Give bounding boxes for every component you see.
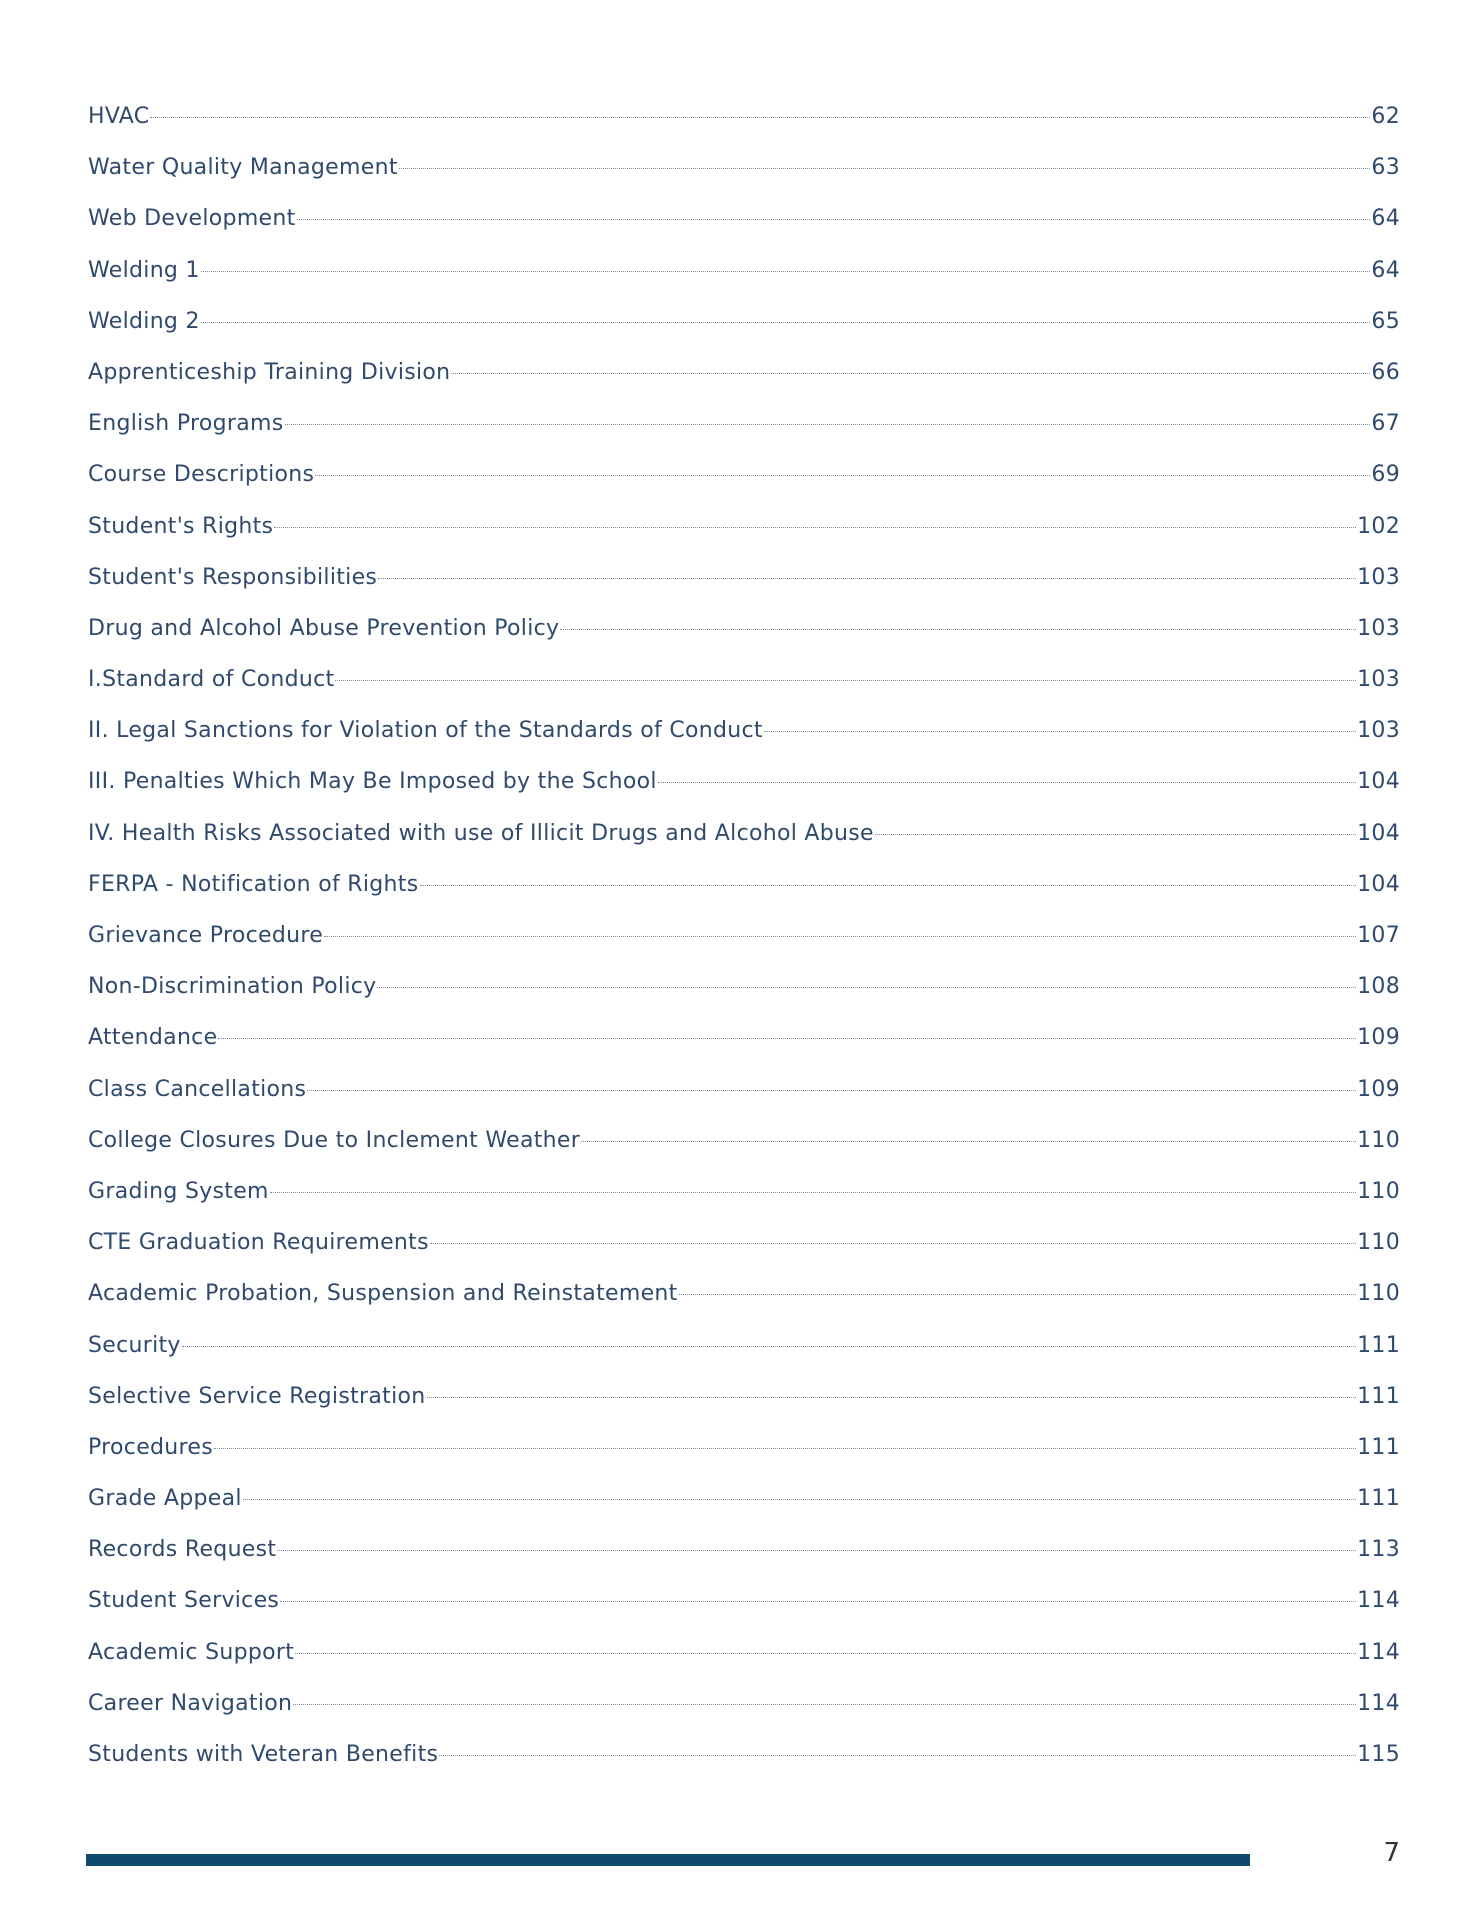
dot-leader [182, 1346, 1356, 1347]
toc-entry-grade-appeal[interactable] [88, 1486, 1400, 1537]
toc-entry-title: HVAC [88, 104, 150, 129]
toc-entry-title: FERPA - Notification of Rights [88, 871, 419, 897]
toc-entry-page: 114 [1357, 1588, 1400, 1614]
toc-entry-academic-support[interactable] [88, 1640, 1400, 1691]
toc-entry-page: 104 [1357, 820, 1400, 846]
toc-entry-apprenticeship-training-division[interactable] [88, 360, 1400, 411]
dot-leader [420, 885, 1357, 886]
toc-entry-page: 111 [1357, 1383, 1400, 1409]
toc-entry-page: 109 [1357, 1076, 1400, 1102]
toc-entry-title: Student's Rights [88, 513, 274, 539]
toc-entry-page: 111 [1357, 1434, 1400, 1460]
toc-entry-title: Student's Responsibilities [88, 564, 378, 590]
toc-entry-page: 63 [1371, 155, 1400, 181]
dot-leader [293, 1704, 1356, 1705]
dot-leader [377, 987, 1356, 988]
toc-entry-page: 115 [1357, 1742, 1400, 1767]
toc-entry-title: Course Descriptions [88, 462, 315, 488]
toc-entry-page: 67 [1371, 411, 1400, 437]
toc-entry-page: 110 [1357, 1127, 1400, 1153]
toc-entry-page: 103 [1357, 615, 1400, 641]
toc-entry-title: Records Request [88, 1537, 277, 1563]
dot-leader [270, 1192, 1356, 1193]
toc-entry-title: College Closures Due to Inclement Weather [88, 1127, 581, 1153]
toc-entry-english-programs[interactable] [88, 411, 1400, 462]
toc-entry-grading-system[interactable] [88, 1179, 1400, 1230]
dot-leader [201, 271, 1371, 272]
toc-entry-page: 62 [1371, 104, 1400, 129]
dot-leader [560, 629, 1356, 630]
dot-leader [295, 1653, 1356, 1654]
toc-entry-page: 65 [1371, 308, 1400, 334]
toc-entry-title: IV. Health Risks Associated with use of Illicit Drugs and Alcohol Abuse [88, 820, 874, 846]
toc-entry-page: 114 [1357, 1639, 1400, 1665]
toc-entry-academic-probation[interactable] [88, 1281, 1400, 1332]
dot-leader [581, 1141, 1356, 1142]
page-number: 7 [1383, 1838, 1400, 1868]
dot-leader [335, 680, 1356, 681]
toc-entry-title: Grading System [88, 1178, 269, 1204]
toc-entry-title: III. Penalties Which May Be Imposed by the School [88, 769, 657, 795]
dot-leader [285, 424, 1371, 425]
dot-leader [399, 168, 1371, 169]
dot-leader [280, 1601, 1356, 1602]
toc-entry-page: 110 [1357, 1230, 1400, 1256]
toc-entry-page: 110 [1357, 1178, 1400, 1204]
toc-entry-title: Apprenticeship Training Division [88, 359, 451, 385]
toc-entry-title: Procedures [88, 1434, 213, 1460]
toc-entry-title: Grade Appeal [88, 1486, 242, 1512]
toc-entry-title: Student Services [88, 1588, 280, 1614]
toc-entry-title: English Programs [88, 411, 284, 437]
toc-entry-title: CTE Graduation Requirements [88, 1230, 429, 1256]
toc-entry-page: 108 [1357, 974, 1400, 1000]
dot-leader [439, 1755, 1356, 1756]
toc-entry-title: Grievance Procedure [88, 923, 324, 948]
toc-entry-title: Students with Veteran Benefits [88, 1742, 439, 1767]
toc-entry-welding-1[interactable] [88, 258, 1400, 309]
toc-entry-procedures[interactable] [88, 1435, 1400, 1486]
toc-entry-penalties[interactable] [88, 769, 1400, 820]
dot-leader [764, 731, 1356, 732]
toc-entry-page: 64 [1371, 257, 1400, 283]
toc-entry-title: Attendance [88, 1025, 218, 1051]
dot-leader [214, 1448, 1356, 1449]
toc-entry-title: Class Cancellations [88, 1076, 307, 1102]
toc-entry-title: Academic Support [88, 1639, 295, 1665]
toc-entry-career-navigation[interactable] [88, 1691, 1400, 1742]
toc-entry-title: Drug and Alcohol Abuse Prevention Policy [88, 615, 560, 641]
dot-leader [427, 1397, 1357, 1398]
dot-leader [658, 782, 1356, 783]
toc-entry-page: 110 [1357, 1281, 1400, 1307]
toc-entry-page: 103 [1357, 718, 1400, 744]
toc-entry-class-cancellations[interactable] [88, 1077, 1400, 1128]
toc-entry-non-discrimination-policy[interactable] [88, 974, 1400, 1025]
toc-entry-attendance[interactable] [88, 1025, 1400, 1076]
toc-entry-ferpa[interactable] [88, 872, 1400, 923]
toc-entry-page: 103 [1357, 564, 1400, 590]
dot-leader [378, 578, 1356, 579]
toc-entry-page: 104 [1357, 871, 1400, 897]
toc-entry-page: 111 [1357, 1486, 1400, 1512]
toc-entry-course-descriptions[interactable] [88, 462, 1400, 513]
dot-leader [218, 1038, 1356, 1039]
dot-leader [315, 475, 1370, 476]
toc-entry-title: Web Development [88, 206, 296, 232]
toc-entry-hvac[interactable] [88, 104, 1400, 155]
toc-entry-cte-graduation-requirements[interactable] [88, 1230, 1400, 1281]
toc-entry-page: 113 [1357, 1537, 1400, 1563]
toc-entry-title: Welding 1 [88, 257, 200, 283]
toc-entry-title: Security [88, 1332, 181, 1358]
toc-entry-title: Career Navigation [88, 1690, 293, 1716]
toc-entry-web-development[interactable] [88, 206, 1400, 257]
toc-entry-page: 109 [1357, 1025, 1400, 1051]
toc-entry-security[interactable] [88, 1333, 1400, 1384]
dot-leader [679, 1294, 1357, 1295]
toc-entry-selective-service-registration[interactable] [88, 1384, 1400, 1435]
toc-entry-title: Selective Service Registration [88, 1383, 426, 1409]
dot-leader [875, 834, 1356, 835]
toc-entry-college-closures[interactable] [88, 1128, 1400, 1179]
toc-entry-standard-of-conduct[interactable] [88, 667, 1400, 718]
toc-entry-title: I.Standard of Conduct [88, 667, 335, 693]
toc-entry-students-rights[interactable] [88, 514, 1400, 565]
toc-entry-drug-alcohol-policy[interactable] [88, 616, 1400, 667]
toc-entry-records-request[interactable] [88, 1537, 1400, 1588]
toc-entry-page: 102 [1357, 513, 1400, 539]
dot-leader [277, 1550, 1356, 1551]
toc-entry-page: 69 [1371, 462, 1400, 488]
table-of-contents [88, 104, 1400, 1793]
toc-entry-title: II. Legal Sanctions for Violation of the Standards of Conduct [88, 718, 763, 744]
toc-entry-page: 104 [1357, 769, 1400, 795]
dot-leader [150, 117, 1370, 118]
dot-leader [201, 322, 1371, 323]
toc-entry-title: Non-Discrimination Policy [88, 974, 377, 1000]
dot-leader [307, 1090, 1356, 1091]
dot-leader [451, 373, 1370, 374]
toc-entry-student-services[interactable] [88, 1588, 1400, 1639]
toc-entry-page: 114 [1357, 1690, 1400, 1716]
toc-entry-legal-sanctions[interactable] [88, 718, 1400, 769]
toc-entry-title: Academic Probation, Suspension and Reinstatement [88, 1281, 678, 1307]
dot-leader [324, 936, 1356, 937]
toc-entry-students-responsibilities[interactable] [88, 565, 1400, 616]
dot-leader [243, 1499, 1356, 1500]
toc-entry-page: 103 [1357, 667, 1400, 693]
toc-entry-veteran-benefits[interactable] [88, 1742, 1400, 1793]
toc-entry-title: Welding 2 [88, 308, 200, 334]
toc-entry-page: 66 [1371, 359, 1400, 385]
toc-entry-page: 107 [1357, 923, 1400, 948]
toc-entry-page: 64 [1371, 206, 1400, 232]
toc-entry-health-risks[interactable] [88, 821, 1400, 872]
toc-entry-page: 111 [1357, 1332, 1400, 1358]
toc-entry-grievance-procedure[interactable] [88, 923, 1400, 974]
toc-entry-water-quality-management[interactable] [88, 155, 1400, 206]
dot-leader [430, 1243, 1356, 1244]
dot-leader [297, 219, 1371, 220]
toc-entry-title: Water Quality Management [88, 155, 398, 181]
dot-leader [274, 527, 1356, 528]
toc-entry-welding-2[interactable] [88, 309, 1400, 360]
footer-accent-bar [86, 1854, 1250, 1866]
